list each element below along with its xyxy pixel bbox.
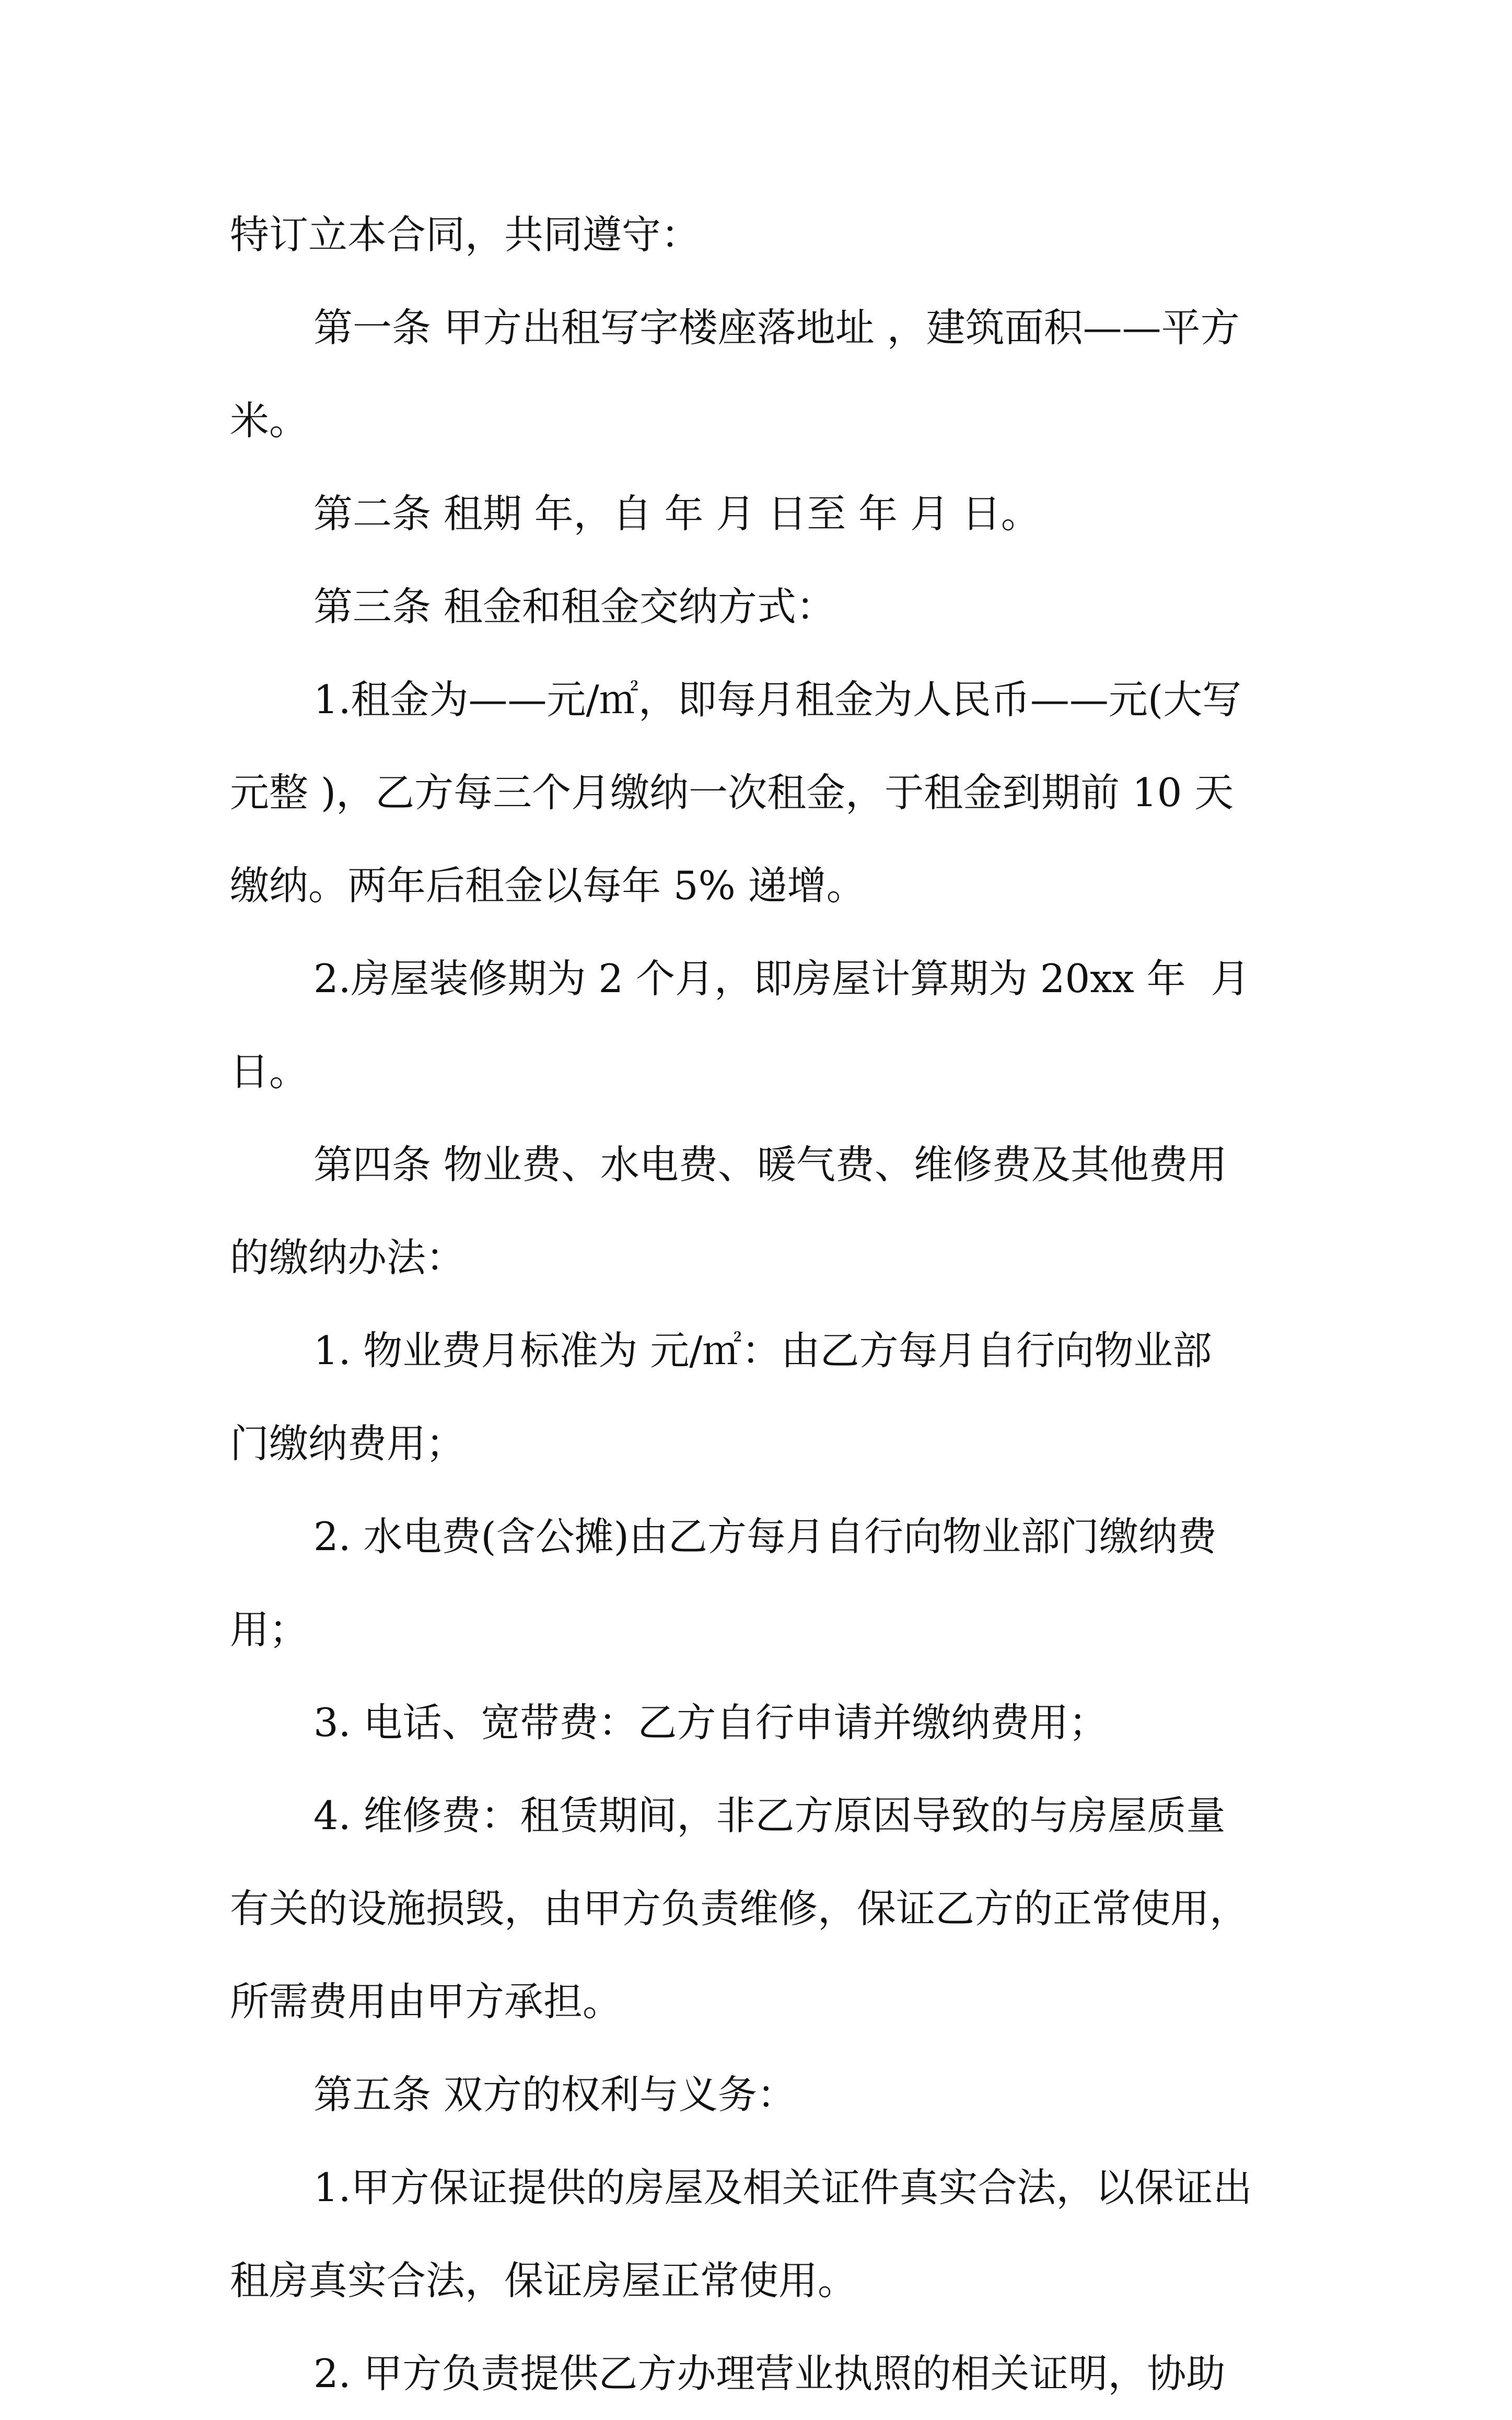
text-line: 第四条 物业费、水电费、暖气费、维修费及其他费用: [313, 1142, 1227, 1188]
text-line: 1.甲方保证提供的房屋及相关证件真实合法，以保证出: [313, 2165, 1252, 2210]
text-line: 的缴纳办法：: [230, 1235, 466, 1281]
text-line: 用；: [230, 1607, 309, 1653]
text-line: 特订立本合同，共同遵守：: [230, 212, 701, 258]
text-line: 2.房屋装修期为 2 个月，即房屋计算期为 20xx 年 月: [313, 956, 1250, 1002]
text-line: 4. 维修费：租赁期间，非乙方原因导致的与房屋质量: [313, 1793, 1226, 1839]
text-line: 2. 水电费(含公摊)由乙方每月自行向物业部门缴纳费: [313, 1514, 1217, 1560]
text-line: 所需费用由甲方承担。: [230, 1979, 622, 2025]
text-line: 日。: [230, 1049, 309, 1095]
text-line: 第二条 租期 年，自 年 月 日至 年 月 日。: [313, 491, 1040, 537]
text-line: 第五条 双方的权利与义务：: [313, 2072, 796, 2118]
text-line: 2. 甲方负责提供乙方办理营业执照的相关证明，协助: [313, 2351, 1226, 2396]
text-line: 第一条 甲方出租写字楼座落地址 ，建筑面积——平方: [313, 305, 1240, 351]
text-line: 米。: [230, 398, 309, 444]
text-line: 1. 物业费月标准为 元/㎡：由乙方每月自行向物业部: [313, 1328, 1212, 1374]
text-line: 缴纳。两年后租金以每年 5% 递增。: [230, 863, 866, 909]
text-line: 元整 )，乙方每三个月缴纳一次租金，于租金到期前 10 天: [230, 770, 1234, 816]
contract-body: [230, 188, 1296, 2420]
text-line: 1.租金为——元/㎡，即每月租金为人民币——元(大写: [313, 677, 1242, 723]
text-line: 门缴纳费用；: [230, 1421, 466, 1467]
text-line: 有关的设施损毁，由甲方负责维修，保证乙方的正常使用，: [230, 1886, 1249, 1932]
text-line: 3. 电话、宽带费：乙方自行申请并缴纳费用；: [313, 1700, 1108, 1746]
text-line: 第三条 租金和租金交纳方式：: [313, 584, 835, 630]
text-line: 租房真实合法，保证房屋正常使用。: [230, 2258, 857, 2303]
